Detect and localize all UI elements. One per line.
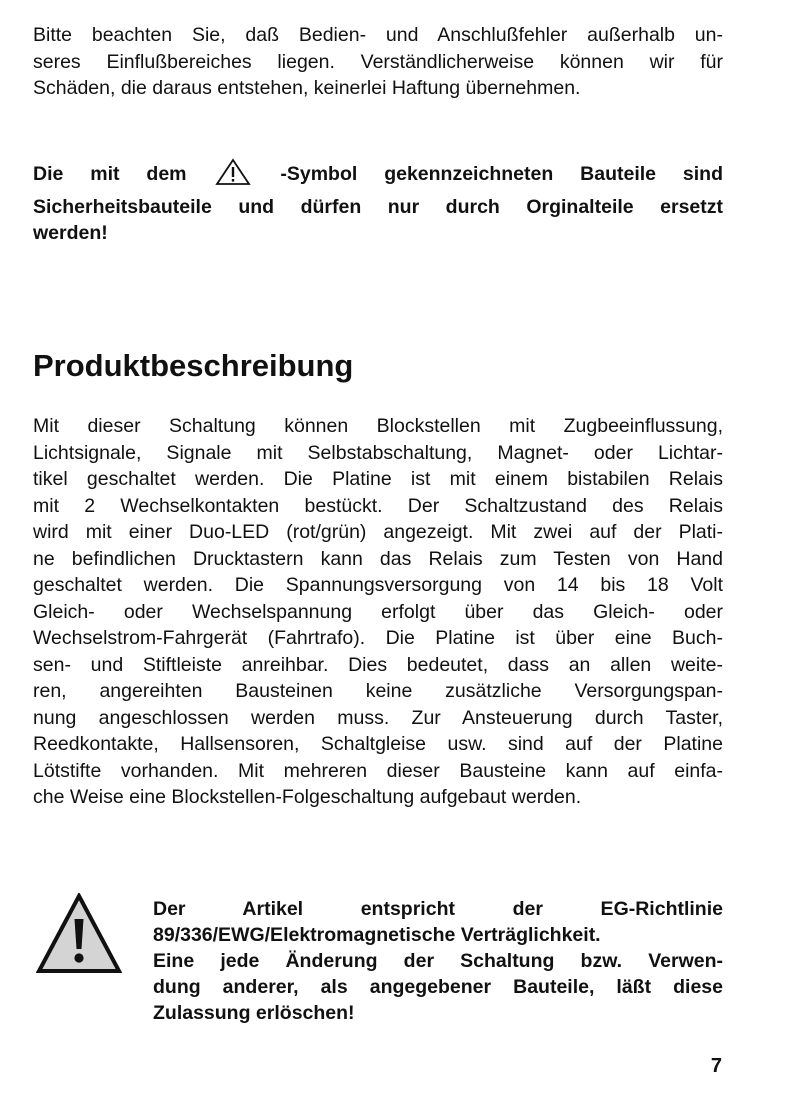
safety-text-before-icon: Die mit dem [33, 163, 187, 185]
intro-line: Schäden, die daraus entstehen, keinerlei Haftung übernehmen. [33, 77, 581, 99]
description-line: tikel geschaltet werden. Die Platine ist mit einem bistabilen Relais [33, 468, 723, 490]
safety-paragraph [33, 158, 723, 247]
notice-line: Eine jede Änderung der Schaltung bzw. Verwen- [153, 950, 723, 972]
description-line: Mit dieser Schaltung können Blockstellen mit Zugbeeinflussung, [33, 415, 723, 437]
description-line: Wechselstrom-Fahrgerät (Fahrtrafo). Die Platine ist über eine Buch- [33, 627, 723, 649]
notice-line: Der Artikel entspricht der EG-Richtlinie [153, 898, 723, 920]
description-line: geschaltet werden. Die Spannungsversorgung von 14 bis 18 Volt [33, 574, 723, 596]
warning-triangle-icon [215, 158, 251, 194]
safety-text-after-icon: -Symbol gekennzeichneten Bauteile sind [280, 163, 724, 185]
intro-line: Bitte beachten Sie, daß Bedien- und Anschlußfehler außerhalb un- [33, 24, 723, 46]
description-line: ren, angereihten Bausteinen keine zusätzliche Versorgungspan- [33, 680, 723, 702]
intro-line: seres Einflußbereiches liegen. Verständlicherweise können wir für [33, 50, 723, 73]
description-paragraph [33, 413, 723, 811]
safety-line: werden! [33, 222, 108, 244]
safety-line [33, 158, 723, 194]
notice-paragraph [153, 896, 723, 1026]
safety-line: Sicherheitsbauteile und dürfen nur durch Orginalteile ersetzt [33, 195, 723, 218]
description-line: sen- und Stiftleiste anreihbar. Dies bedeutet, dass an allen weite- [33, 653, 723, 676]
description-line: che Weise eine Blockstellen-Folgeschaltung aufgebaut werden. [33, 786, 582, 808]
intro-paragraph [33, 22, 723, 102]
description-line: Lichtsignale, Signale mit Selbstabschaltung, Magnet- oder Lichtar- [33, 441, 723, 464]
description-line: mit 2 Wechselkontakten bestückt. Der Schaltzustand des Relais [33, 494, 723, 517]
notice-line: Zulassung erlöschen! [153, 1002, 355, 1024]
notice-line: 89/336/EWG/Elektromagnetische Verträglichkeit. [153, 924, 601, 946]
notice-line: dung anderer, als angegebener Bauteile, läßt diese [153, 976, 723, 998]
description-line: Gleich- oder Wechselspannung erfolgt über das Gleich- oder [33, 600, 723, 623]
page-number: 7 [710, 1055, 722, 1077]
section-heading: Produktbeschreibung [33, 348, 354, 383]
description-line: Lötstifte vorhanden. Mit mehreren dieser Bausteine kann auf einfa- [33, 759, 723, 782]
description-line: Reedkontakte, Hallsensoren, Schaltgleise usw. sind auf der Platine [33, 733, 723, 755]
description-line: nung angeschlossen werden muss. Zur Ansteuerung durch Taster, [33, 706, 723, 729]
description-line: wird mit einer Duo-LED (rot/grün) angezeigt. Mit zwei auf der Plati- [33, 521, 723, 543]
description-line: ne befindlichen Drucktastern kann das Relais zum Testen von Hand [33, 547, 723, 570]
warning-triangle-icon [36, 893, 122, 980]
